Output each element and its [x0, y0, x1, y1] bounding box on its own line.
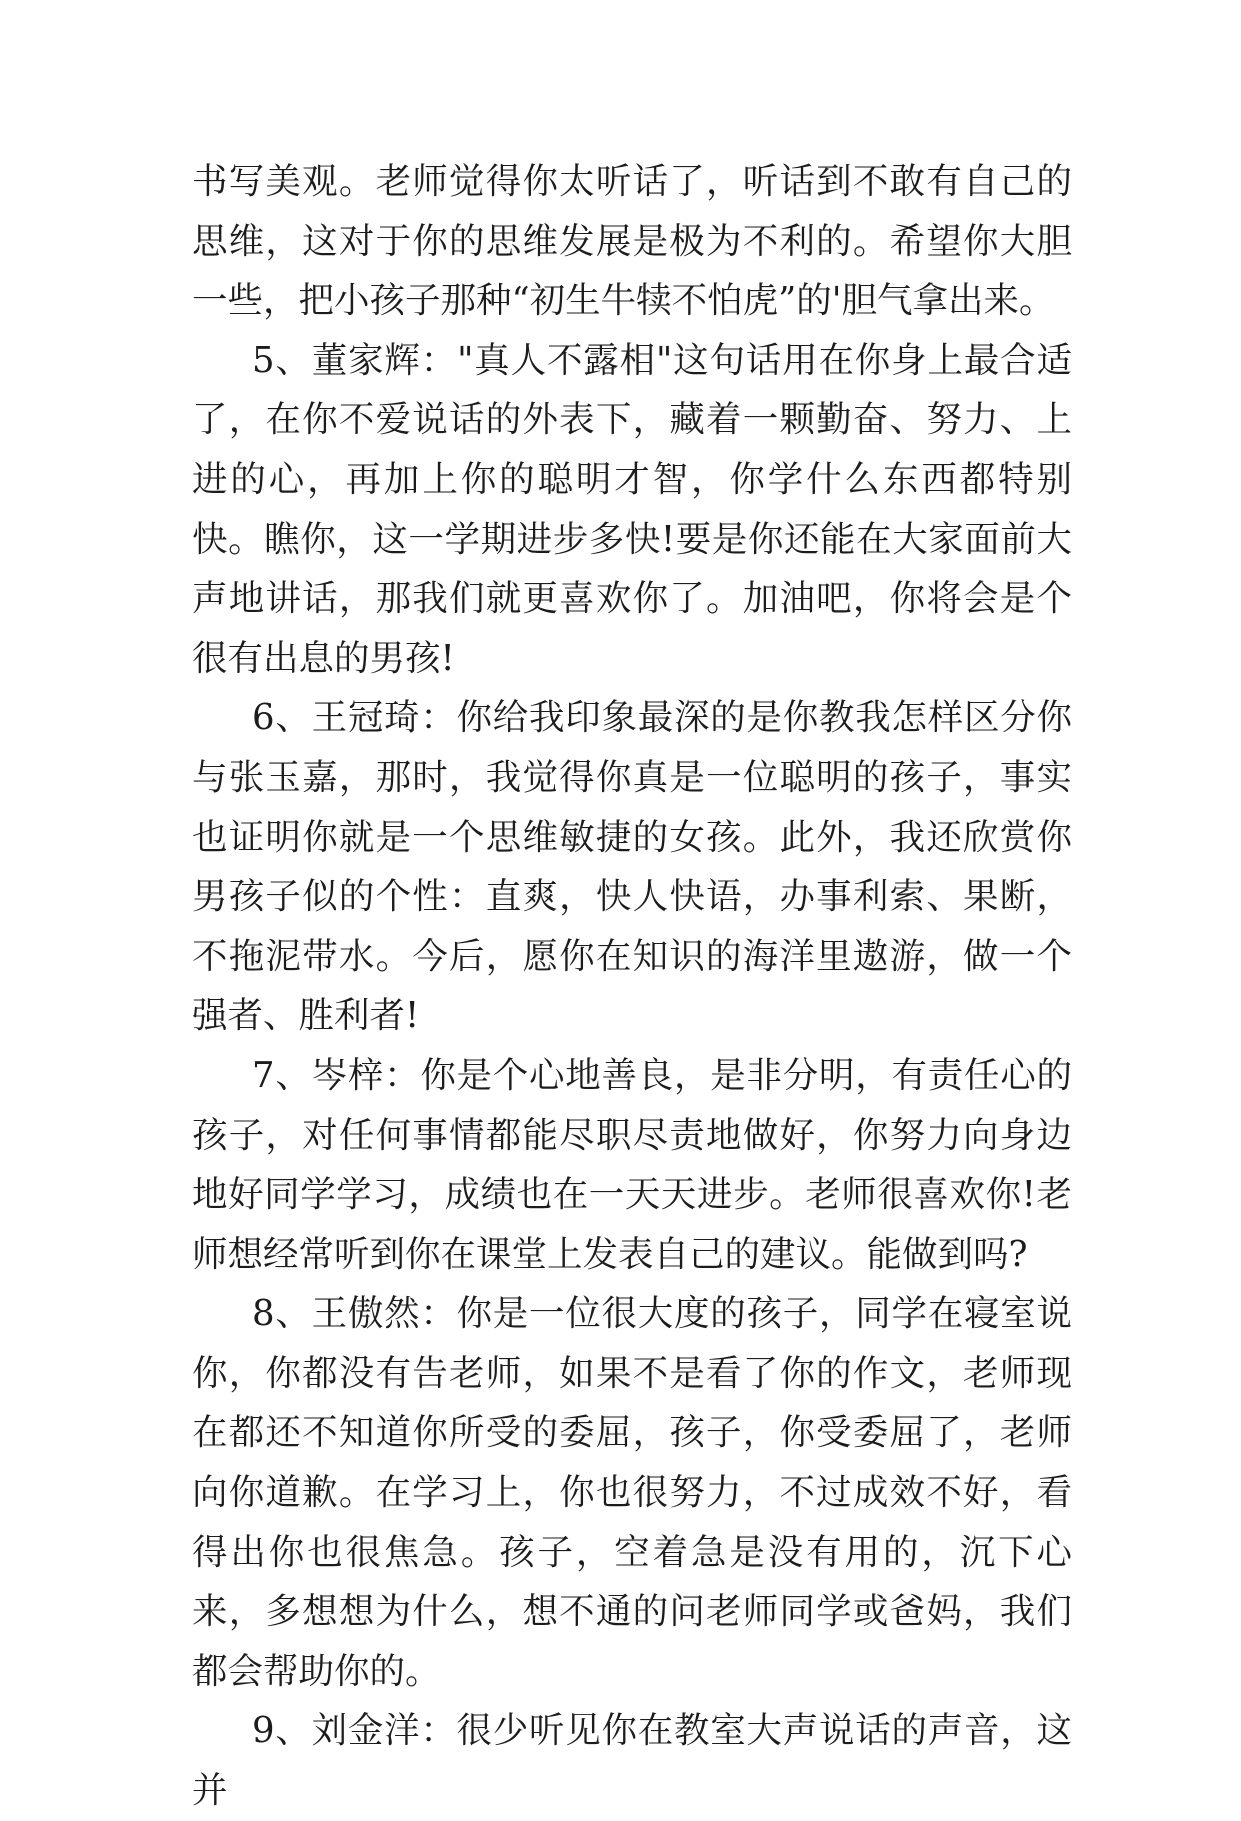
page-body — [192, 152, 1072, 1821]
paragraph-item-7: 7、岑梓：你是个心地善良，是非分明，有责任心的孩子，对任何事情都能尽职尽责地做好，你努力向身边地好同学学习，成绩也在一天天进步。老师很喜欢你!老师想经常听到你在课堂上发表自己的建议。能做到吗? — [192, 1054, 1072, 1275]
paragraph-item-8: 8、王傲然：你是一位很大度的孩子，同学在寝室说你，你都没有告老师，如果不是看了你的作文，老师现在都还不知道你所受的委屈，孩子，你受委屈了，老师向你道歉。在学习上，你也很努力，不过成效不好，看得出你也很焦急。孩子，空着急是没有用的，沉下心来，多想想为什么，想不通的问老师同学或爸妈，我们都会帮助你的。 — [192, 1293, 1072, 1692]
paragraph-item-5: 5、董家辉："真人不露相"这句话用在你身上最合适了，在你不爱说话的外表下，藏着一颗勤奋、努力、上进的心，再加上你的聪明才智，你学什么东西都特别快。瞧你，这一学期进步多快!要是你还能在大家面前大声地讲话，那我们就更喜欢你了。加油吧，你将会是个很有出息的男孩! — [192, 339, 1072, 679]
paragraph-continued: 书写美观。老师觉得你太听话了，听话到不敢有自己的思维，这对于你的思维发展是极为不利的。希望你大胆一些，把小孩子那种“初生牛犊不怕虎”的'胆气拿出来。 — [192, 161, 1072, 322]
paragraph-item-9: 9、刘金洋：很少听见你在教室大声说话的声音，这并 — [192, 1710, 1072, 1812]
paragraph-item-6: 6、王冠琦：你给我印象最深的是你教我怎样区分你与张玉嘉，那时，我觉得你真是一位聪明的孩子，事实也证明你就是一个思维敏捷的女孩。此外，我还欣赏你男孩子似的个性：直爽，快人快语，办事利索、果断，不拖泥带水。今后，愿你在知识的海洋里遨游，做一个强者、胜利者! — [192, 697, 1072, 1037]
